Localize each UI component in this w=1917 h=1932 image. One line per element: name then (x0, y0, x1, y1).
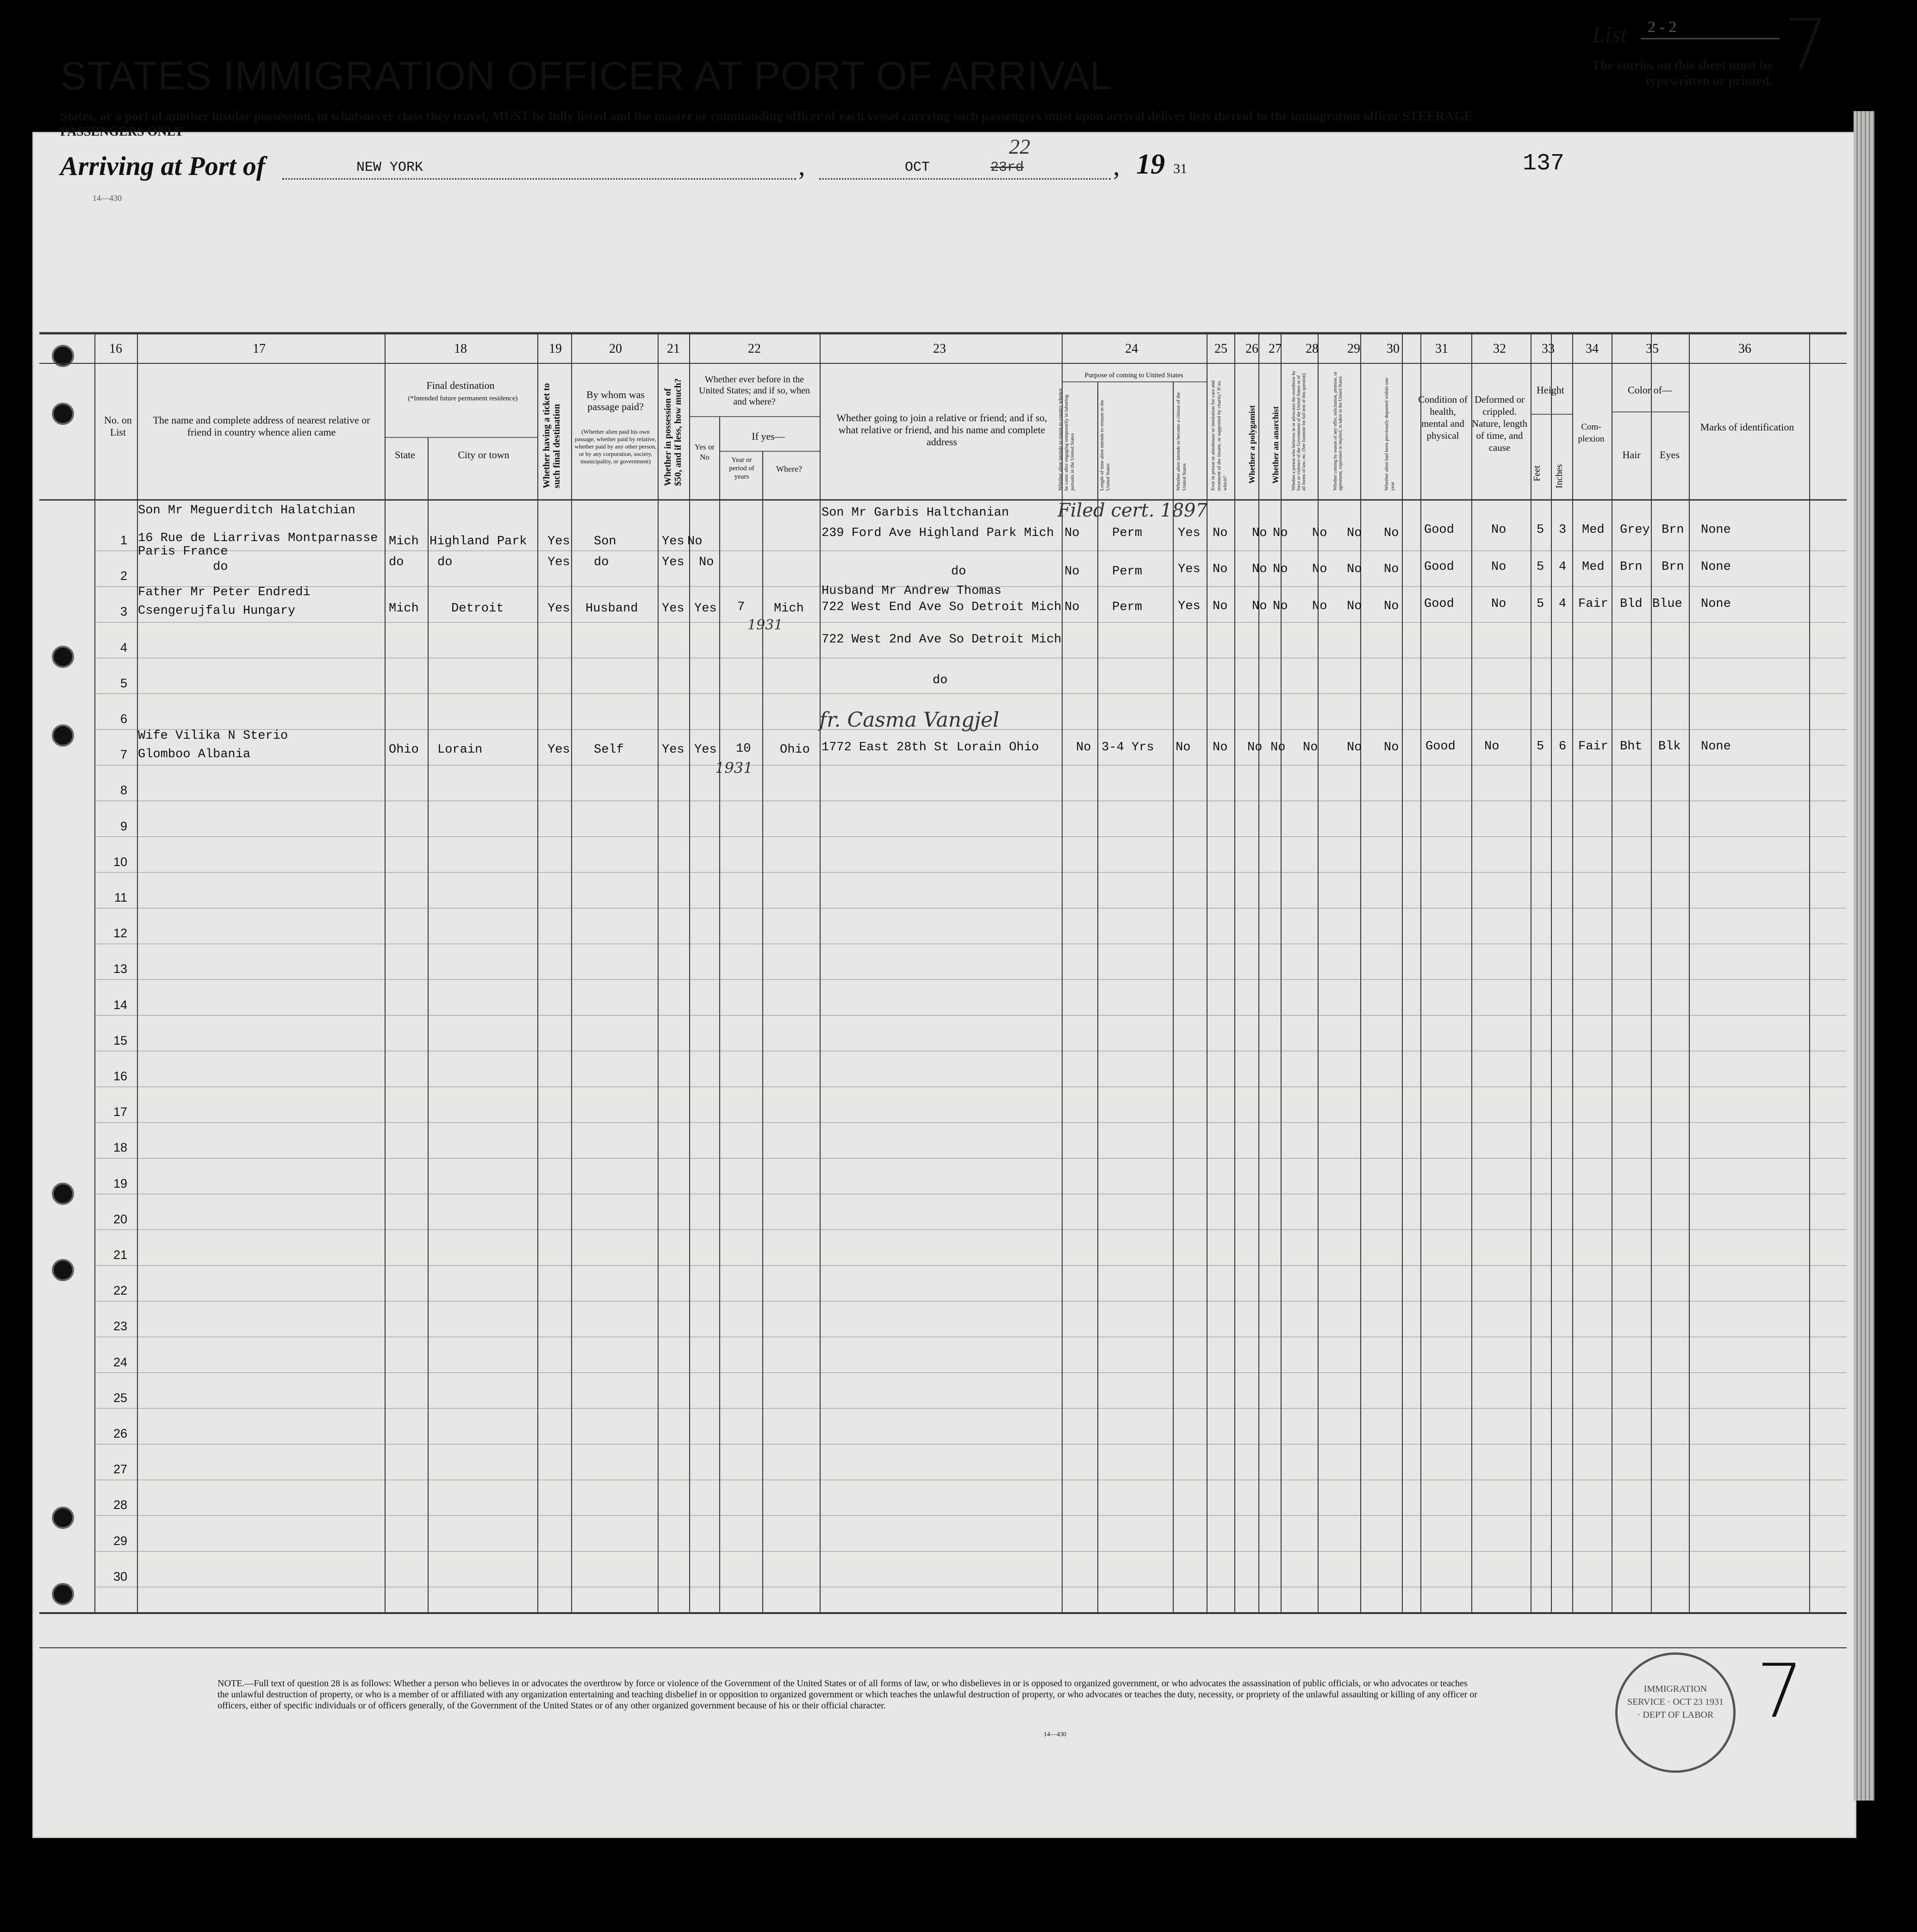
entry-prison: No (1213, 741, 1228, 754)
row-number: 18 (113, 1141, 127, 1155)
entry-ticket: Yes (548, 602, 570, 616)
entry-prison: No (1213, 599, 1228, 613)
entry-inches: 3 (1559, 523, 1567, 537)
header-final-destination: Final destination (426, 380, 495, 391)
entry-anarchist: No (1273, 599, 1288, 613)
entry-ticket: Yes (548, 743, 570, 757)
entry-complexion: Med (1582, 560, 1605, 574)
entry-relative: 16 Rue de Liarrivas Montparnasse (138, 531, 378, 545)
footnote-form-number: 14—430 (1044, 1731, 1066, 1738)
entry-deformed: No (1491, 560, 1506, 574)
header-join-relative: Whether going to join a relative or friend; and if so, what relative or friend, and his name and complete address (836, 412, 1047, 448)
entry-anarchist: No (1270, 741, 1286, 754)
column-number: 17 (253, 342, 266, 356)
receipt-stamp (1615, 1652, 1736, 1773)
column-number: 24 (1125, 342, 1138, 356)
entry-eyes: Brn (1662, 560, 1684, 574)
row-number: 2 (120, 569, 127, 583)
header-citizen: Whether alien intends to become a citizen of the United States (1176, 392, 1187, 491)
column-number: 34 (1586, 342, 1599, 356)
header-if-yes: If yes— (752, 430, 785, 442)
entry-overthrow: No (1312, 562, 1327, 576)
entry-length: Perm (1112, 526, 1142, 540)
header-color-of: Color of— (1628, 384, 1672, 396)
column-number: 19 (549, 342, 562, 356)
entry-relative: do (213, 560, 228, 574)
entry-money: Yes (662, 743, 685, 757)
column-number: 16 (109, 342, 122, 356)
entry-return: No (1064, 565, 1080, 579)
entry-offer: No (1347, 526, 1362, 540)
entry-city: Lorain (437, 743, 483, 757)
row-number: 22 (113, 1284, 127, 1298)
header-return: Whether alien intends to return to country whence he came after engaging temporarily in laboring pursuits in the United States (1058, 388, 1075, 491)
entry-feet: 5 (1537, 560, 1544, 574)
column-number: 23 (933, 342, 946, 356)
entry-before: Yes (694, 743, 717, 757)
header-marks: Marks of identification (1700, 421, 1794, 433)
row-number: 29 (113, 1533, 127, 1548)
entry-ticket: Yes (548, 555, 570, 569)
row-number: 1 (120, 533, 127, 547)
entry-hair: Bht (1620, 740, 1643, 754)
form-subtitle: States, or a port of another insular possession, in whatsoever class they travel, MUST be fully listed and the master or commanding officer of each vessel carrying such passengers must upon arrival deliver lists thereof to the immigration officer STEERAGE PASSENGERS ONLY (60, 109, 1473, 139)
header-inches: Inches (1554, 464, 1564, 488)
month-value: OCT (905, 160, 930, 175)
entry-annotation: fr. Casma Vangjel (819, 708, 1000, 732)
entry-deformed: No (1484, 740, 1500, 754)
entry-marks: None (1701, 560, 1731, 574)
header-ticket: Whether having a ticket to such final destination (541, 383, 562, 488)
entry-length: 3-4 Yrs (1102, 741, 1154, 754)
header-state: State (395, 449, 415, 461)
column-number: 33 (1542, 342, 1555, 356)
entry-annotation: 1931 (747, 617, 783, 633)
header-period: Year or period of years (729, 456, 754, 480)
entry-length: Perm (1112, 565, 1142, 579)
header-overthrow: Whether a person who believes in or advocates the overthrow by force or violence of the Government of the United States or of all forms of law, etc. (See footnote for full text of this question) (1291, 370, 1307, 491)
row-number: 20 (113, 1212, 127, 1226)
page-number-bottom: 7 (1756, 1648, 1804, 1734)
header-fifty-dollars: Whether in possession of $50, and if less, how much? (663, 378, 683, 486)
entry-deported: No (1384, 526, 1399, 540)
column-number: 35 (1646, 342, 1659, 356)
header-deported: Whether alien had been previously deported within one year (1384, 377, 1395, 491)
entry-prison: No (1213, 526, 1228, 540)
entry-citizen: Yes (1178, 562, 1201, 576)
column-number: 21 (667, 342, 680, 356)
entry-paid: Self (594, 743, 624, 757)
entry-paid: Son (594, 535, 616, 548)
row-number: 23 (113, 1319, 127, 1334)
entry-join: 239 Ford Ave Highland Park Mich (822, 526, 1054, 540)
entry-join: do (933, 673, 948, 687)
row-number: 11 (114, 891, 127, 904)
header-city: City or town (458, 449, 510, 461)
column-number: 32 (1493, 342, 1506, 356)
entry-join: 722 West End Ave So Detroit Mich (822, 600, 1062, 614)
header-health: Condition of health, mental and physical (1418, 394, 1468, 441)
entry-eyes: Brn (1662, 523, 1684, 537)
row-number: 25 (113, 1390, 127, 1405)
day-typed: 23rd (990, 160, 1024, 175)
header-offer: Whether coming by reason of any offer, solicitation, promise, or agreement, expressed or implied, to labor in the United States (1333, 371, 1343, 491)
entry-inches: 6 (1559, 740, 1567, 754)
row-number: 19 (113, 1176, 127, 1190)
entry-state: do (389, 555, 404, 569)
entry-inches: 4 (1559, 560, 1567, 574)
entry-relative: Paris France (138, 545, 228, 559)
entry-offer: No (1347, 562, 1362, 576)
entry-money: Yes (662, 535, 685, 548)
entry-health: Good (1424, 523, 1454, 537)
row-number: 14 (113, 997, 127, 1012)
entry-join: do (951, 565, 966, 579)
entry-deported: No (1384, 599, 1399, 613)
entry-return: No (1076, 741, 1091, 754)
entry-paid: do (594, 555, 609, 569)
form-title: STATES IMMIGRATION OFFICER AT PORT OF ARRIVAL (60, 54, 1113, 98)
entry-paid: Husband (585, 602, 638, 616)
entry-relative: Wife Vilika N Sterio (138, 729, 288, 743)
entry-years: 10 (736, 742, 751, 756)
row-number: 30 (113, 1569, 127, 1583)
entry-polygamist: No (1252, 562, 1267, 576)
header-ever-before: Whether ever before in the United States; and if so, when and where? (699, 374, 810, 407)
entry-annotation: Filed cert. 1897 (1058, 500, 1207, 521)
header-purpose: Purpose of coming to United States (1084, 372, 1183, 379)
entry-marks: None (1701, 597, 1731, 611)
entry-complexion: Fair (1578, 740, 1608, 754)
entry-ticket: Yes (548, 535, 570, 548)
header-eyes: Eyes (1660, 449, 1680, 461)
stamp-text: IMMIGRATION SERVICE · OCT 23 1931 · DEPT OF LABOR (1627, 1684, 1724, 1720)
day-handwritten: 22 (1009, 135, 1030, 158)
entry-relative: Son Mr Meguerditch Halatchian (138, 504, 355, 517)
column-number: 18 (454, 342, 467, 356)
entry-prison: No (1213, 562, 1228, 576)
entry-hair: Bld (1620, 597, 1643, 611)
year-value: 31 (1173, 161, 1187, 176)
entry-overthrow: No (1312, 599, 1327, 613)
entry-before: No (699, 555, 714, 569)
row-number: 6 (120, 712, 127, 726)
header-where: Where? (776, 464, 802, 474)
entry-citizen: No (1176, 741, 1191, 754)
entry-deformed: No (1491, 523, 1506, 537)
row-number: 7 (120, 748, 127, 762)
entry-before: No (687, 535, 703, 548)
page-number-top: 7 (1784, 5, 1829, 85)
entry-join: Husband Mr Andrew Thomas (822, 584, 1002, 598)
header-prison: Ever in prison or almshouse or institution for care and treatment of the insane, or supported by charity? If so, which? (1210, 380, 1228, 491)
entry-city: Detroit (451, 602, 504, 616)
entry-city: do (437, 555, 453, 569)
list-label: List (1592, 21, 1627, 47)
entry-polygamist: No (1247, 741, 1263, 754)
entry-health: Good (1424, 597, 1454, 611)
header-deformed: Deformed or crippled. Nature, length of time, and cause (1471, 394, 1528, 453)
header-nearest-relative: The name and complete address of nearest relative or friend in country whence alien came (153, 414, 370, 438)
entry-join: Son Mr Garbis Haltchanian (822, 506, 1009, 520)
year-prefix: 19 (1136, 149, 1165, 180)
entry-offer: No (1347, 599, 1362, 613)
entry-overthrow: No (1312, 526, 1327, 540)
header-height: Height (1537, 384, 1564, 396)
row-number: 9 (120, 819, 127, 833)
entry-marks: None (1701, 740, 1731, 754)
header-polygamist: Whether a polygamist (1247, 405, 1257, 484)
row-number: 17 (113, 1105, 127, 1119)
entry-city: Highland Park (429, 535, 527, 548)
column-number: 25 (1214, 342, 1227, 356)
entry-relative: Father Mr Peter Endredi (138, 586, 311, 599)
column-number: 20 (609, 342, 622, 356)
typing-instructions: The entries on this sheet must be typewritten or printed. (1592, 58, 1773, 88)
row-number: 16 (113, 1069, 127, 1083)
column-number: 26 (1245, 342, 1258, 356)
entry-deported: No (1384, 741, 1399, 754)
entry-inches: 4 (1559, 597, 1567, 611)
entry-anarchist: No (1273, 526, 1288, 540)
footnote-question-28: NOTE.—Full text of question 28 is as follows: Whether a person who believes in or advocates the overthrow by force or violence of the Government of the United States or of all forms of law, or who disbelieves in or is opposed to organized government, or who advocates the assassination of public officials, or who advocates or teaches the unlawful destruction of property, or who is a member of or affiliated with any organization entertaining and teaching disbelief in or opposition to organized government or which teaches the unlawful destruction of property, or who advocates or teaches the duty, necessity, or propriety of the unlawful assaulting or killing of any officer or officers, either of specific individuals or of officers generally, of the Government of the United States or of any other organized government because of his or their official character. (218, 1678, 1477, 1711)
row-number: 28 (113, 1498, 127, 1512)
row-number: 4 (120, 640, 127, 654)
header-final-destination-note: (*Intended future permanent residence) (408, 395, 518, 402)
entry-state: Mich (389, 602, 419, 616)
entry-where: Mich (774, 602, 804, 616)
header-anarchist: Whether an anarchist (1271, 406, 1280, 484)
list-value: 2 - 2 (1648, 19, 1677, 36)
entry-deformed: No (1491, 597, 1506, 611)
header-hair: Hair (1622, 449, 1641, 461)
entry-citizen: Yes (1178, 599, 1201, 613)
entry-return: No (1064, 526, 1080, 540)
entry-polygamist: No (1252, 526, 1267, 540)
entry-state: Ohio (389, 743, 419, 757)
entry-feet: 5 (1537, 597, 1544, 611)
arriving-label: Arriving at Port of (60, 151, 266, 181)
column-number: 30 (1387, 342, 1400, 356)
port-value: NEW YORK (356, 160, 423, 175)
row-number: 12 (113, 926, 127, 941)
row-number: 24 (113, 1355, 127, 1369)
entry-anarchist: No (1273, 562, 1288, 576)
entry-health: Good (1425, 740, 1456, 754)
entry-offer: No (1347, 741, 1362, 754)
row-number: 26 (113, 1427, 127, 1440)
entry-relative: Glomboo Albania (138, 748, 251, 761)
entry-marks: None (1701, 523, 1731, 537)
row-number: 8 (120, 783, 127, 798)
entry-health: Good (1424, 560, 1454, 574)
column-number: 29 (1347, 342, 1360, 356)
sheet-number: 137 (1523, 150, 1565, 177)
entry-money: Yes (662, 555, 685, 569)
entry-money: Yes (662, 602, 685, 616)
entry-citizen: Yes (1178, 526, 1201, 540)
column-number: 28 (1306, 342, 1319, 356)
header-yes-or-no: Yes or No (694, 442, 715, 461)
row-number: 21 (113, 1248, 127, 1262)
column-number: 22 (748, 342, 761, 356)
entry-complexion: Fair (1578, 597, 1608, 611)
entry-feet: 5 (1537, 523, 1544, 537)
entry-complexion: Med (1582, 523, 1605, 537)
entry-overthrow: No (1303, 741, 1318, 754)
header-passage-paid: By whom was passage paid? (586, 389, 645, 412)
header-passage-paid-note: (Whether alien paid his own passage, whether paid by relative, whether paid by any other person, or by any corporation, society, municipality, or government) (574, 428, 657, 465)
entry-polygamist: No (1252, 599, 1267, 613)
entry-where: Ohio (780, 743, 810, 757)
row-number: 10 (113, 854, 127, 869)
form-number: 14—430 (93, 193, 122, 203)
entry-years: 7 (737, 600, 745, 614)
comma: , (1113, 151, 1120, 181)
header-no-on-list: No. on List (104, 414, 132, 438)
entry-state: Mich (389, 535, 419, 548)
column-number: 27 (1269, 342, 1282, 356)
row-number: 13 (113, 962, 127, 976)
row-number: 5 (120, 676, 127, 690)
row-number: 27 (113, 1462, 127, 1477)
entry-annotation: 1931 (715, 759, 753, 777)
row-number: 3 (120, 605, 127, 619)
entry-length: Perm (1112, 600, 1142, 614)
comma: , (798, 151, 805, 181)
header-complexion: Com-plexion (1578, 422, 1605, 444)
entry-hair: Brn (1620, 560, 1643, 574)
entry-feet: 5 (1537, 740, 1544, 754)
entry-deported: No (1384, 562, 1399, 576)
header-feet: Feet (1532, 465, 1542, 481)
entry-hair: Grey (1620, 523, 1650, 537)
row-number: 15 (113, 1033, 127, 1047)
header-length-of-stay: Length of time alien intends to remain in the United States (1099, 399, 1111, 491)
entry-before: Yes (694, 602, 717, 616)
entry-return: No (1064, 600, 1080, 614)
entry-eyes: Blue (1652, 597, 1682, 611)
entry-join: 1772 East 28th St Lorain Ohio (822, 741, 1039, 754)
entry-join: 722 West 2nd Ave So Detroit Mich (822, 633, 1062, 647)
entry-relative: Csengerujfalu Hungary (138, 604, 296, 618)
column-number: 36 (1738, 342, 1751, 356)
entry-eyes: Blk (1658, 740, 1681, 754)
column-number: 31 (1435, 342, 1448, 356)
